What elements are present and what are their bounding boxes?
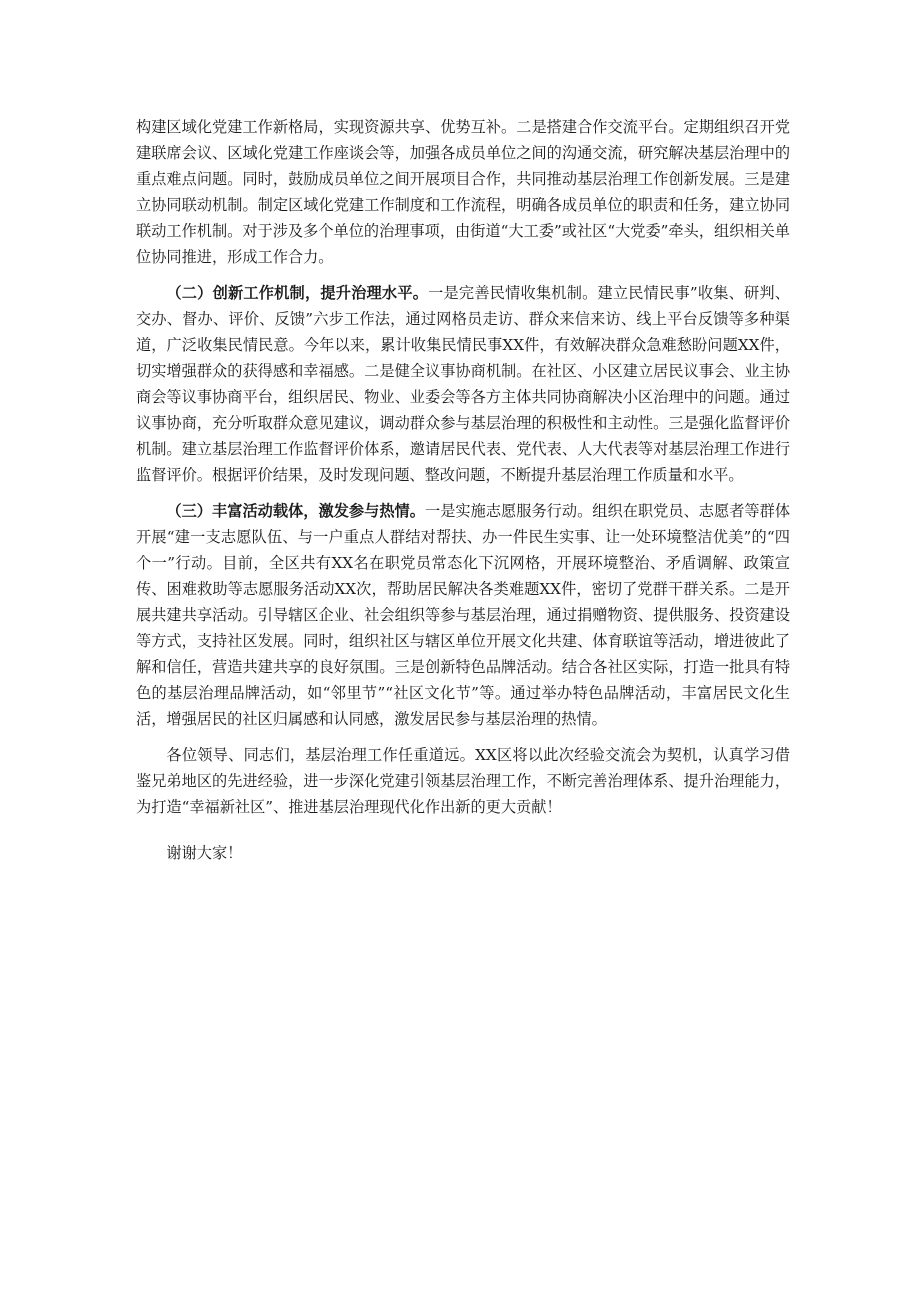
- section-2-body: 一是完善民情收集机制。建立民情民事”收集、研判、交办、督办、评价、反馈”六步工作法，通过网格员走访、群众来信来访、线上平台反馈等多种渠道，广泛收集民情民意。今年以来，累计收集民情民事XX件，有效解决群众急难愁盼问题XX件，切实增强群众的获得感和幸福感。二是健全议事协商机制。在社区、小区建立居民议事会、业主协商会等议事协商平台，组织居民、物业、业委会等各方主体共同协商解决小区治理中的问题。通过议事协商，充分听取群众意见建议，调动群众参与基层治理的积极性和主动性。三是强化监督评价机制。建立基层治理工作监督评价体系，邀请居民代表、党代表、人大代表等对基层治理工作进行监督评价。根据评价结果，及时发现问题、整改问题，不断提升基层治理工作质量和水平。: [136, 284, 790, 484]
- section-3-paragraph: [136, 498, 790, 732]
- section-3-body: 一是实施志愿服务行动。组织在职党员、志愿者等群体开展“建一支志愿队伍、与一户重点人群结对帮扶、办一件民生实事、让一处环境整洁优美”的“四个一”行动。目前，全区共有XX名在职党员常态化下沉网格，开展环境整治、矛盾调解、政策宣传、困难救助等志愿服务活动XX次，帮助居民解决各类难题XX件，密切了党群干群关系。二是开展共建共享活动。引导辖区企业、社会组织等参与基层治理，通过捐赠物资、提供服务、投资建设等方式，支持社区发展。同时，组织社区与辖区单位开展文化共建、体育联谊等活动，增进彼此了解和信任，营造共建共享的良好氛围。三是创新特色品牌活动。结合各社区实际，打造一批具有特色的基层治理品牌活动，如“邻里节”“社区文化节”等。通过举办特色品牌活动，丰富居民文化生活，增强居民的社区归属感和认同感，激发居民参与基层治理的热情。: [136, 502, 791, 728]
- closing-thanks: 谢谢大家！: [166, 844, 243, 862]
- conclusion-paragraph: 各位领导、同志们，基层治理工作任重道远。XX区将以此次经验交流会为契机，认真学习借鉴兄弟地区的先进经验，进一步深化党建引领基层治理工作，不断完善治理体系、提升治理能力，为打造“幸福新社区”、推进基层治理现代化作出新的更大贡献！: [136, 746, 790, 816]
- section-3-heading: （三）丰富活动载体，激发参与热情。: [166, 502, 425, 520]
- section-2-heading: （二）创新工作机制，提升治理水平。: [166, 284, 429, 302]
- section-2-paragraph: [136, 280, 790, 488]
- document-body: [136, 114, 790, 876]
- paragraph-continuation: 构建区域化党建工作新格局，实现资源共享、优势互补。二是搭建合作交流平台。定期组织召开党建联席会议、区域化党建工作座谈会等，加强各成员单位之间的沟通交流，研究解决基层治理中的重点难点问题。同时，鼓励成员单位之间开展项目合作，共同推动基层治理工作创新发展。三是建立协同联动机制。制定区域化党建工作制度和工作流程，明确各成员单位的职责和任务，建立协同联动工作机制。对于涉及多个单位的治理事项，由街道“大工委”或社区“大党委”牵头，组织相关单位协同推进，形成工作合力。: [136, 118, 790, 266]
